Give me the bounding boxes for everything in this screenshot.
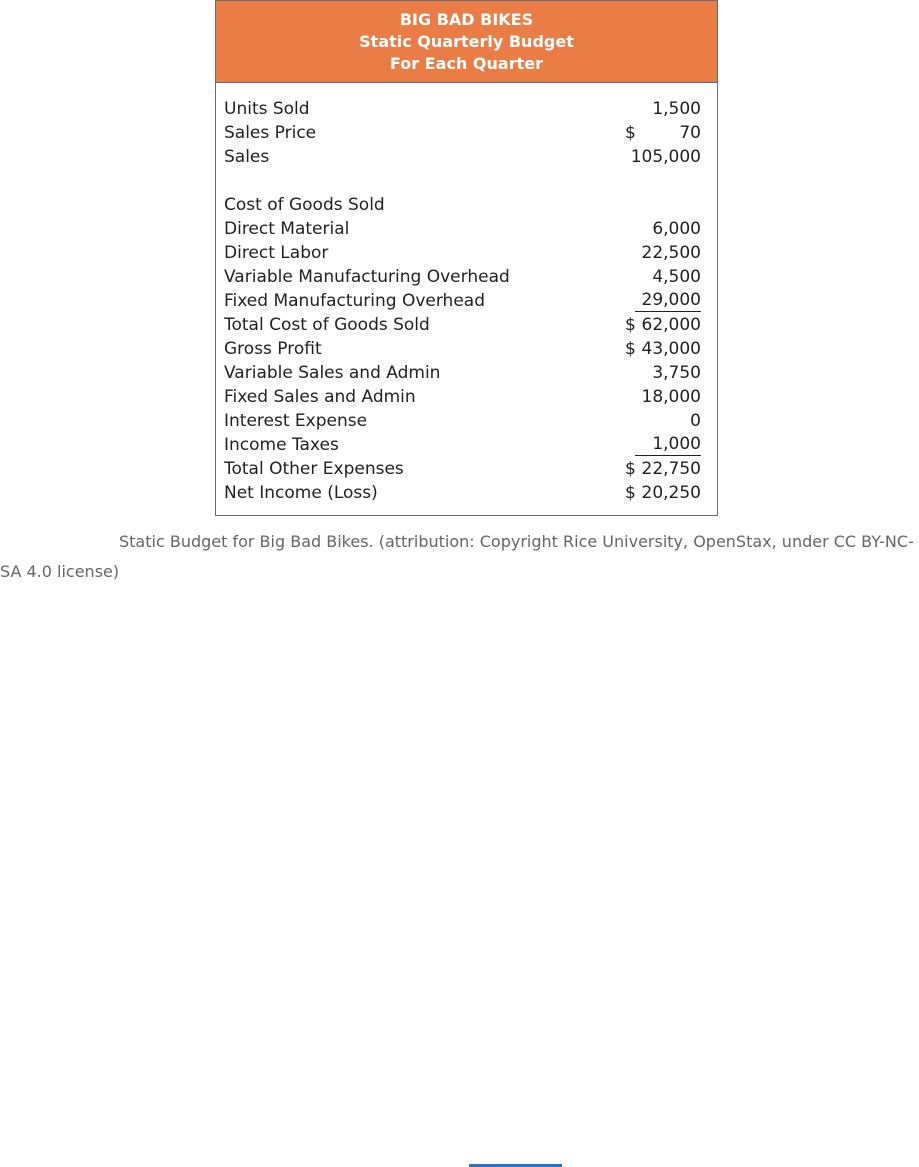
row-label: Sales Price — [224, 123, 317, 143]
row-value: 1,500 — [652, 99, 701, 119]
budget-subtitle: For Each Quarter — [390, 54, 543, 73]
row-net-income — [216, 481, 717, 505]
row-value: 20,250 — [641, 483, 701, 503]
row-label: Income Taxes — [224, 435, 339, 455]
row-sales — [216, 145, 717, 169]
row-label: Variable Manufacturing Overhead — [224, 267, 510, 287]
row-total-other-expenses — [216, 457, 717, 481]
budget-title: Static Quarterly Budget — [359, 32, 574, 51]
row-value: 62,000 — [641, 315, 701, 335]
row-units-sold — [216, 97, 717, 121]
row-value: 70 — [679, 123, 701, 143]
row-fixed-sales-and-admin — [216, 385, 717, 409]
row-total-cost-of-goods-sold — [216, 313, 717, 337]
row-value: 0 — [690, 411, 701, 431]
row-cost-of-goods-sold-heading — [216, 193, 717, 217]
row-fixed-manufacturing-overhead — [216, 289, 717, 313]
row-direct-labor — [216, 241, 717, 265]
figure-caption: Static Budget for Big Bad Bikes. (attribution: Copyright Rice University, OpenStax, under CC BY-NC-SA 4.0 license) — [0, 532, 914, 581]
row-interest-expense — [216, 409, 717, 433]
row-value: 105,000 — [630, 147, 701, 167]
row-direct-material — [216, 217, 717, 241]
row-dollar-sign: $ — [625, 339, 636, 359]
row-label: Units Sold — [224, 99, 310, 119]
row-label: Fixed Sales and Admin — [224, 387, 416, 407]
row-label: Cost of Goods Sold — [224, 195, 385, 215]
row-gross-profit — [216, 337, 717, 361]
row-variable-manufacturing-overhead — [216, 265, 717, 289]
budget-body — [216, 83, 717, 505]
row-dollar-sign: $ — [625, 483, 636, 503]
row-label: Total Other Expenses — [224, 459, 404, 479]
company-name: BIG BAD BIKES — [399, 10, 534, 29]
row-value: 18,000 — [641, 387, 701, 407]
row-spacer — [216, 169, 717, 193]
row-dollar-sign: $ — [625, 315, 636, 335]
row-value: 4,500 — [652, 267, 701, 287]
row-dollar-sign: $ — [625, 123, 636, 143]
budget-header — [216, 1, 717, 83]
row-label: Sales — [224, 147, 270, 167]
row-income-taxes — [216, 433, 717, 457]
row-label: Interest Expense — [224, 411, 368, 431]
static-budget-table — [215, 0, 718, 516]
row-value: 3,750 — [652, 363, 701, 383]
row-value: 22,500 — [641, 243, 701, 263]
row-label: Fixed Manufacturing Overhead — [224, 291, 485, 311]
row-variable-sales-and-admin — [216, 361, 717, 385]
row-value: 6,000 — [652, 219, 701, 239]
row-label: Gross Profit — [224, 339, 322, 359]
row-value: 1,000 — [635, 433, 701, 456]
row-label: Direct Material — [224, 219, 350, 239]
row-label: Net Income (Loss) — [224, 483, 378, 503]
row-value: 22,750 — [641, 459, 701, 479]
row-sales-price — [216, 121, 717, 145]
row-value: 43,000 — [641, 339, 701, 359]
row-label: Variable Sales and Admin — [224, 363, 441, 383]
row-label: Direct Labor — [224, 243, 329, 263]
row-value: 29,000 — [635, 289, 701, 312]
row-label: Total Cost of Goods Sold — [224, 315, 430, 335]
row-dollar-sign: $ — [625, 459, 636, 479]
